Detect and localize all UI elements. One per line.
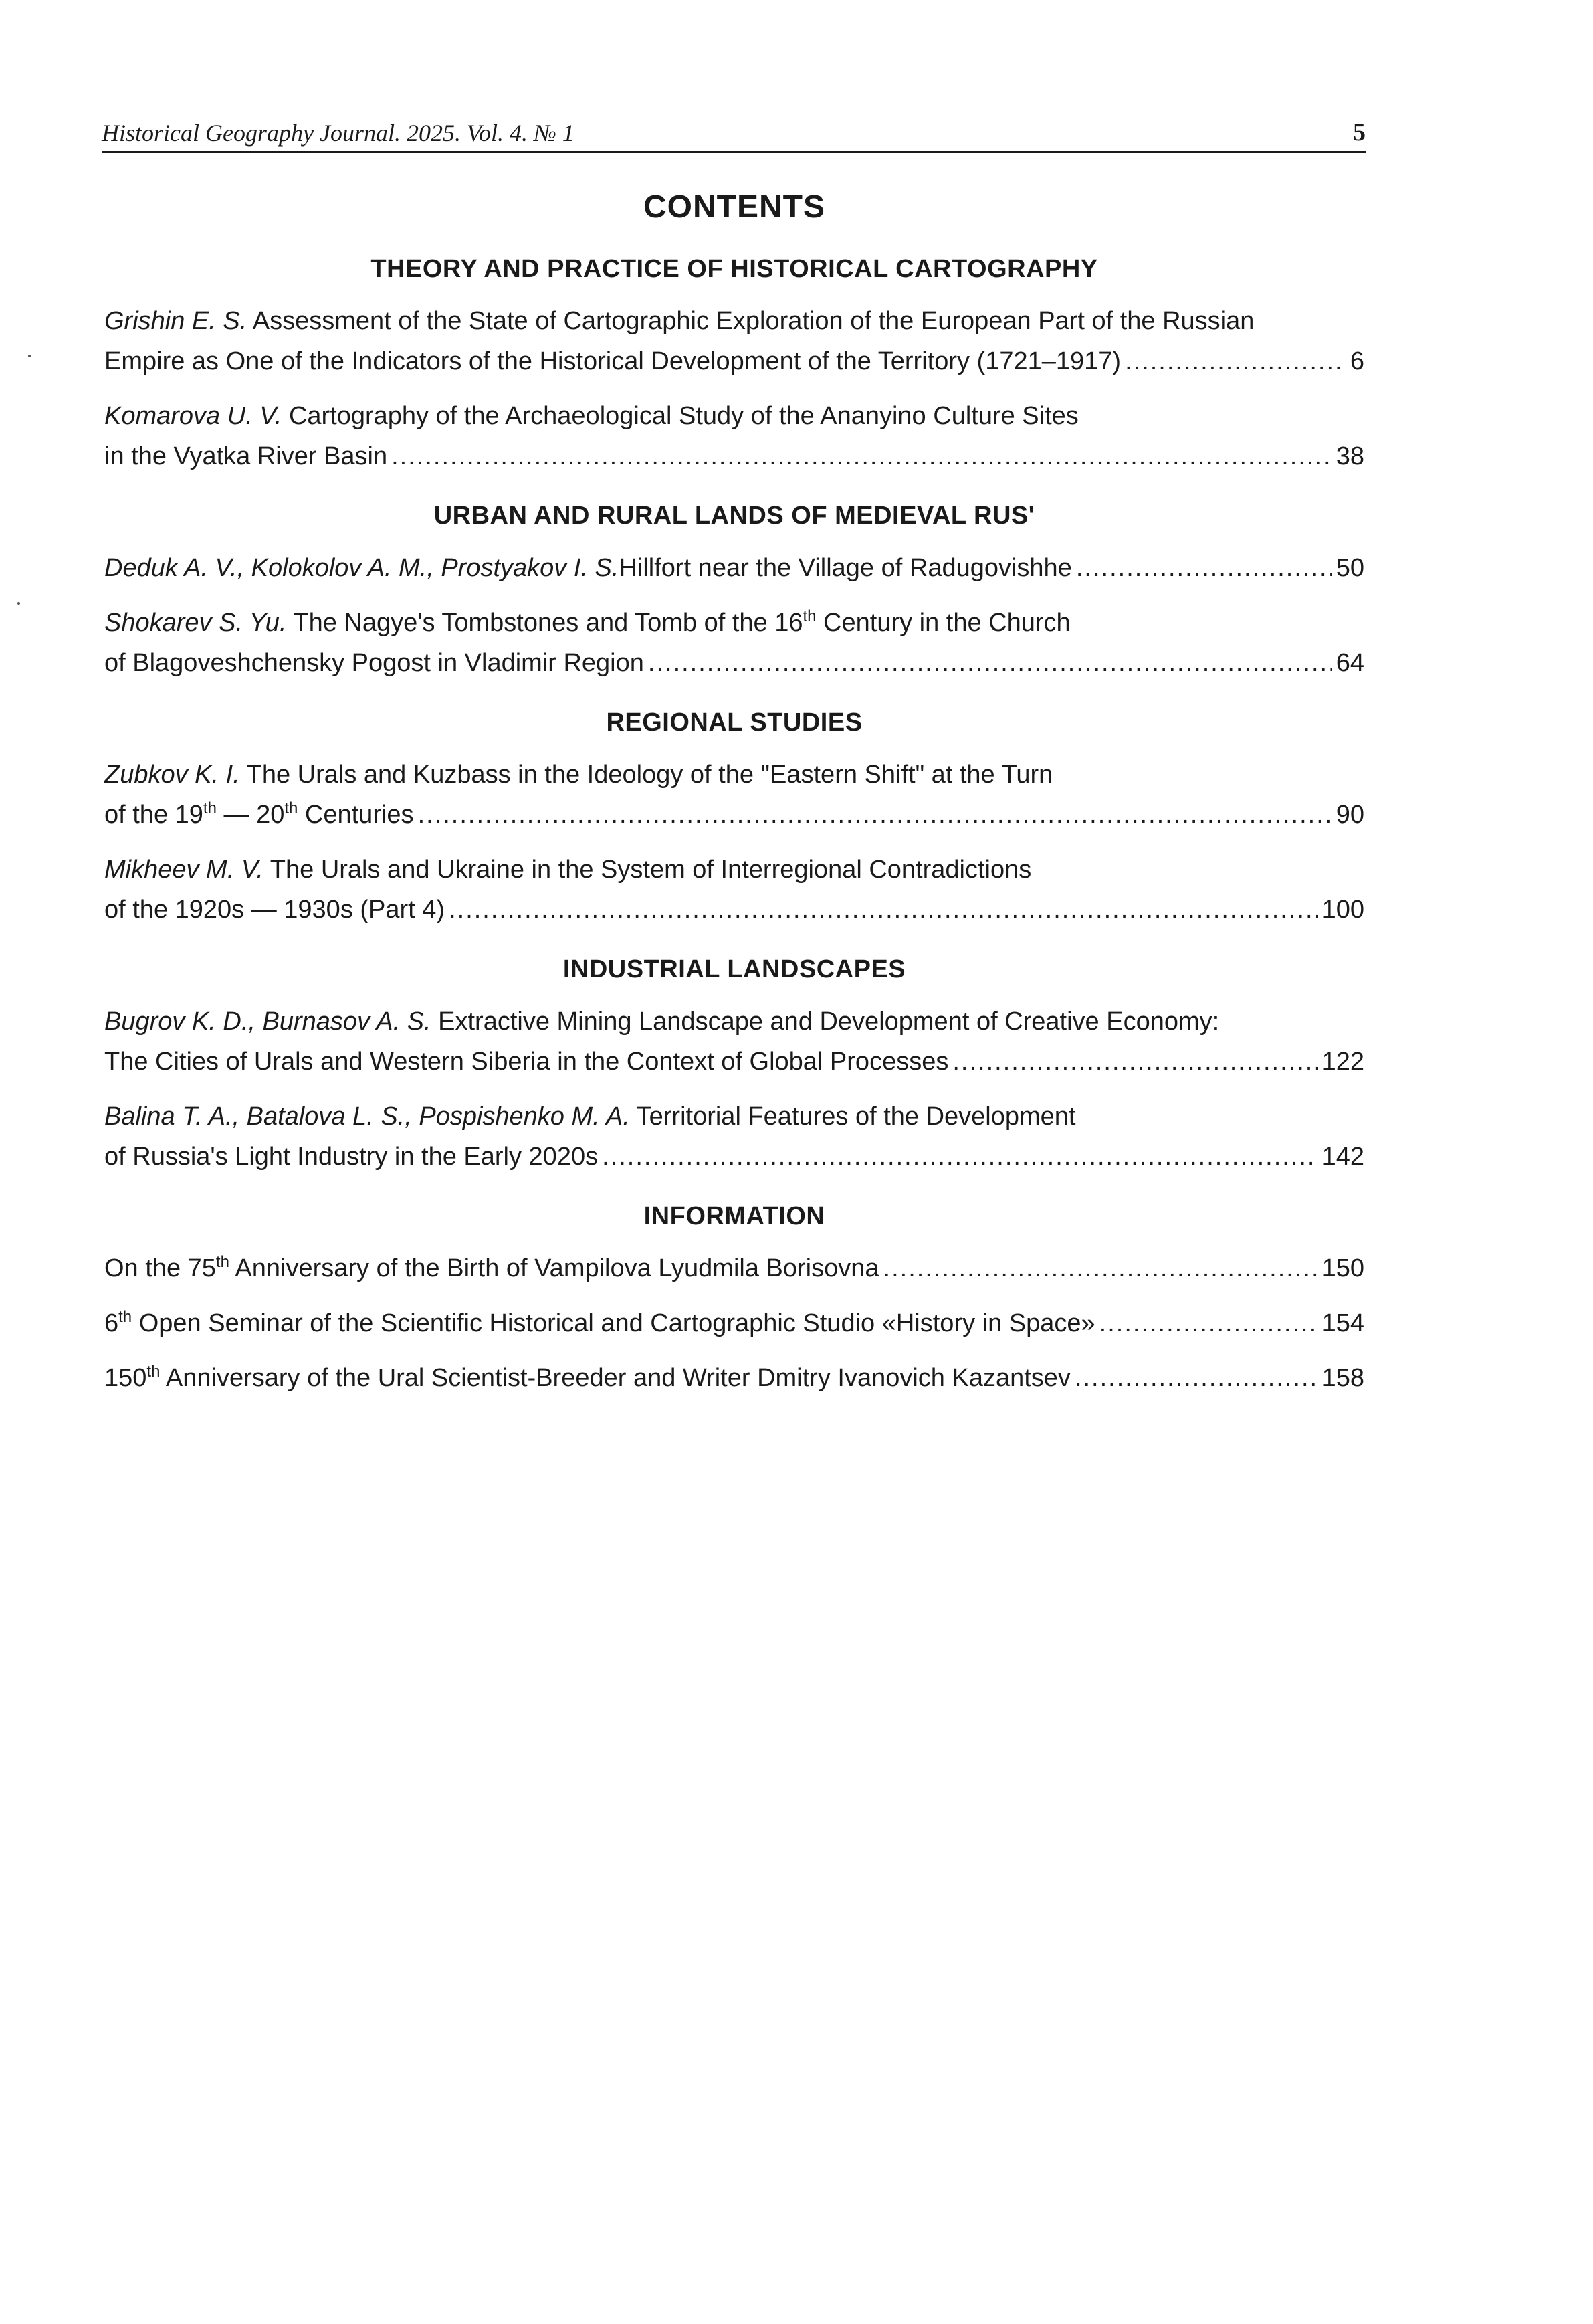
entry-page: 100 <box>1321 896 1364 924</box>
leader-dots <box>648 643 1332 683</box>
entry-title-cont: of the 19th — 20th Centuries <box>104 799 414 829</box>
entry-page: 142 <box>1321 1143 1364 1171</box>
leader-dots <box>449 890 1318 930</box>
entry-page: 6 <box>1350 347 1364 375</box>
toc-entry[interactable] <box>104 548 1364 588</box>
ordinal-suffix: th <box>215 1253 229 1271</box>
section-heading: REGIONAL STUDIES <box>606 708 863 737</box>
page-number: 5 <box>1353 118 1366 147</box>
entry-title-cont: of Blagoveshchensky Pogost in Vladimir Region <box>104 649 644 677</box>
leader-dots <box>952 1042 1317 1082</box>
entry-title: Hillfort near the Village of Radugovishhe <box>619 554 1072 582</box>
toc-entry[interactable] <box>104 396 1364 476</box>
toc-entry[interactable] <box>104 850 1364 930</box>
entry-title-cont: in the Vyatka River Basin <box>104 442 388 470</box>
leader-dots <box>1099 1303 1318 1343</box>
entry-title: The Nagye's Tombstones and Tomb of the 16th Century in the Church <box>286 607 1071 637</box>
ordinal-suffix: th <box>284 799 298 817</box>
ordinal-suffix: th <box>203 799 217 817</box>
toc-entry[interactable] <box>104 755 1364 835</box>
entry-title: The Urals and Kuzbass in the Ideology of the "Eastern Shift" at the Turn <box>239 761 1053 789</box>
scan-speck <box>28 355 31 357</box>
toc-entry[interactable] <box>104 1358 1364 1398</box>
entry-page: 50 <box>1336 554 1364 582</box>
section-heading: THEORY AND PRACTICE OF HISTORICAL CARTOGRAPHY <box>370 255 1098 283</box>
toc-entry[interactable] <box>104 1248 1364 1288</box>
entry-title: The Urals and Ukraine in the System of Interregional Contradictions <box>263 856 1032 884</box>
entry-title: Extractive Mining Landscape and Development of Creative Economy: <box>431 1007 1220 1036</box>
toc-section <box>104 255 1364 476</box>
ordinal-suffix: th <box>146 1363 161 1381</box>
section-heading: INFORMATION <box>643 1202 825 1230</box>
leader-dots <box>1075 1358 1318 1398</box>
leader-dots <box>883 1248 1318 1288</box>
toc-entry[interactable] <box>104 1096 1364 1177</box>
leader-dots <box>602 1137 1318 1177</box>
toc-entry[interactable] <box>104 603 1364 683</box>
ordinal-suffix: th <box>803 607 817 625</box>
leader-dots <box>418 795 1332 835</box>
entry-title: 150th Anniversary of the Ural Scientist-Breeder and Writer Dmitry Ivanovich Kazantsev <box>104 1363 1071 1392</box>
toc-section <box>104 708 1364 930</box>
entry-title: 6th Open Seminar of the Scientific Historical and Cartographic Studio «History in Space» <box>104 1308 1095 1337</box>
entry-authors: Deduk A. V., Kolokolov A. M., Prostyakov I. S. <box>104 554 619 582</box>
entry-title: Cartography of the Archaeological Study of the Ananyino Culture Sites <box>282 402 1079 430</box>
entry-page: 150 <box>1321 1254 1364 1282</box>
entry-title-cont: Empire as One of the Indicators of the Historical Development of the Territory (1721–1917) <box>104 347 1122 375</box>
section-heading: INDUSTRIAL LANDSCAPES <box>562 955 906 983</box>
ordinal-suffix: th <box>118 1308 132 1326</box>
entry-title-cont: of the 1920s — 1930s (Part 4) <box>104 896 445 924</box>
toc-entry[interactable] <box>104 1303 1364 1343</box>
toc-entry[interactable] <box>104 301 1364 381</box>
toc-section <box>104 955 1364 1177</box>
entry-page: 122 <box>1321 1048 1364 1076</box>
entry-title: Assessment of the State of Cartographic Exploration of the European Part of the Russian <box>247 307 1255 335</box>
toc-section <box>104 1202 1364 1398</box>
entry-page: 38 <box>1336 442 1364 470</box>
scan-speck <box>17 602 20 605</box>
entry-title: Territorial Features of the Development <box>629 1102 1076 1131</box>
entry-title-cont: The Cities of Urals and Western Siberia in the Context of Global Processes <box>104 1048 949 1076</box>
leader-dots <box>1125 341 1346 381</box>
entry-authors: Bugrov K. D., Burnasov A. S. <box>104 1007 431 1036</box>
journal-citation: Historical Geography Journal. 2025. Vol. 4. № 1 <box>102 120 574 147</box>
page-title: CONTENTS <box>643 189 825 225</box>
entry-authors: Zubkov K. I. <box>104 761 240 789</box>
leader-dots <box>1076 548 1332 588</box>
table-of-contents <box>104 189 1364 1413</box>
entry-page: 158 <box>1321 1364 1364 1392</box>
entry-authors: Balina T. A., Batalova L. S., Pospishenko M. A. <box>104 1102 630 1131</box>
leader-dots <box>391 436 1332 476</box>
toc-entry[interactable] <box>104 1001 1364 1082</box>
entry-title-cont: of Russia's Light Industry in the Early 2020s <box>104 1143 599 1171</box>
entry-page: 64 <box>1336 649 1364 677</box>
toc-section <box>104 502 1364 683</box>
entry-title: On the 75th Anniversary of the Birth of Vampilova Lyudmila Borisovna <box>104 1253 879 1282</box>
entry-authors: Grishin E. S. <box>104 307 247 335</box>
entry-page: 90 <box>1336 801 1364 829</box>
entry-authors: Shokarev S. Yu. <box>104 609 287 637</box>
entry-authors: Mikheev M. V. <box>104 856 263 884</box>
running-head <box>102 114 1366 153</box>
entry-authors: Komarova U. V. <box>104 402 282 430</box>
entry-page: 154 <box>1321 1309 1364 1337</box>
section-heading: URBAN AND RURAL LANDS OF MEDIEVAL RUS' <box>433 502 1035 530</box>
